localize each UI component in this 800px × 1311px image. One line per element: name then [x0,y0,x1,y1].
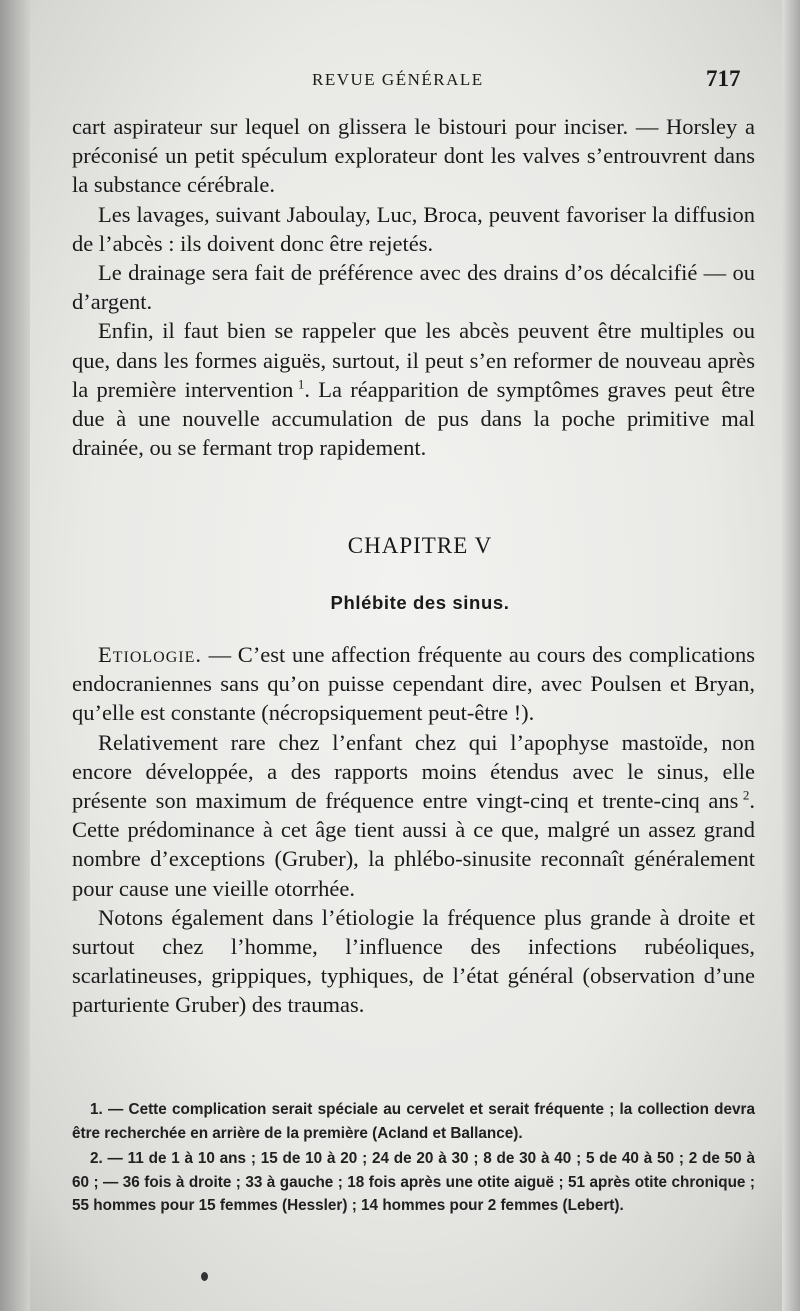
footnotes [72,1098,755,1220]
paragraph [72,728,755,903]
ink-speck [201,1272,208,1281]
paragraph: Le drainage sera fait de préférence avec des drains d’os décalcifié — ou d’argent. [72,260,755,315]
paragraph: Notons également dans l’étiologie la fréquence plus grande à droite et surtout chez l’homme, l’influence des infections rubéoliques, scarlatineuses, grippiques, typhiques, de l’état général (observation d’une parturiente Gruber) des traumas. [72,904,755,1018]
footnote-ref: 1 [297,376,305,392]
paragraph-text: . La réapparition de symptômes graves peut être due à une nouvelle accumulation de pus dans la poche primitive mal drainée, ou se fermant trop rapidement. [72,376,755,461]
paragraph-text: Enfin, il faut bien se rappeler que les abcès peuvent être multiples ou que, dans les formes aiguës, surtout, il peut s’en reformer de nouveau après la première intervention [72,318,755,402]
running-header [0,66,800,96]
page-number: 717 [706,66,741,91]
paragraph [72,316,755,462]
footnote-ref: 2 [742,787,750,803]
footnote-2: 2. — 11 de 1 à 10 ans ; 15 de 10 à 20 ; 24 de 20 à 30 ; 8 de 30 à 40 ; 5 de 40 à 50 ; 2 de 50 à 60 ; — 36 fois à droite ; 33 à gauche ; 18 fois après une otite aiguë ; 51 après otite chronique ; 55 hommes pour 15 femmes (Hessler) ; 14 hommes pour 2 femmes (Lebert). [72,1150,755,1214]
text-block-abscess [72,112,755,462]
paragraph-text: Relativement rare chez l’enfant chez qui l’apophyse mastoïde, non encore développée, a des rapports moins étendus avec le sinus, elle présente son maximum de fréquence entre vingt-cinq et trente-cinq ans [72,729,755,814]
footnote-1: 1. — Cette complication serait spéciale au cervelet et serait fréquente ; la collection devra être recherchée en arrière de la première (Acland et Ballance). [72,1101,755,1142]
chapter-heading: CHAPITRE V [347,533,493,558]
running-title: REVUE GÉNÉRALE [312,70,484,89]
paragraph: Les lavages, suivant Jaboulay, Luc, Broca, peuvent favoriser la diffusion de l’abcès : ils doivent donc être rejetés. [72,201,755,256]
section-heading: Phlébite des sinus. [330,592,510,613]
lead-label: Etiologie. [98,642,203,667]
paragraph [72,640,755,728]
text-block-phlebitis [72,640,755,1020]
paragraph-text: . Cette prédominance à cet âge tient aussi à ce que, malgré un assez grand nombre d’exceptions (Gruber), la phlébo-sinusite reconnaît généralement pour cause une vieille otorrhée. [72,788,755,901]
paragraph: cart aspirateur sur lequel on glissera le bistouri pour inciser. — Horsley a préconisé un petit spéculum explorateur dont les valves s’entrouvrent dans la substance cérébrale. [72,114,755,198]
paragraph-text: — C’est une affection fréquente au cours des complications endocraniennes sans qu’on puisse cependant dire, avec Poulsen et Bryan, qu’elle est constante (nécropsiquement peut-être !). [72,642,755,726]
